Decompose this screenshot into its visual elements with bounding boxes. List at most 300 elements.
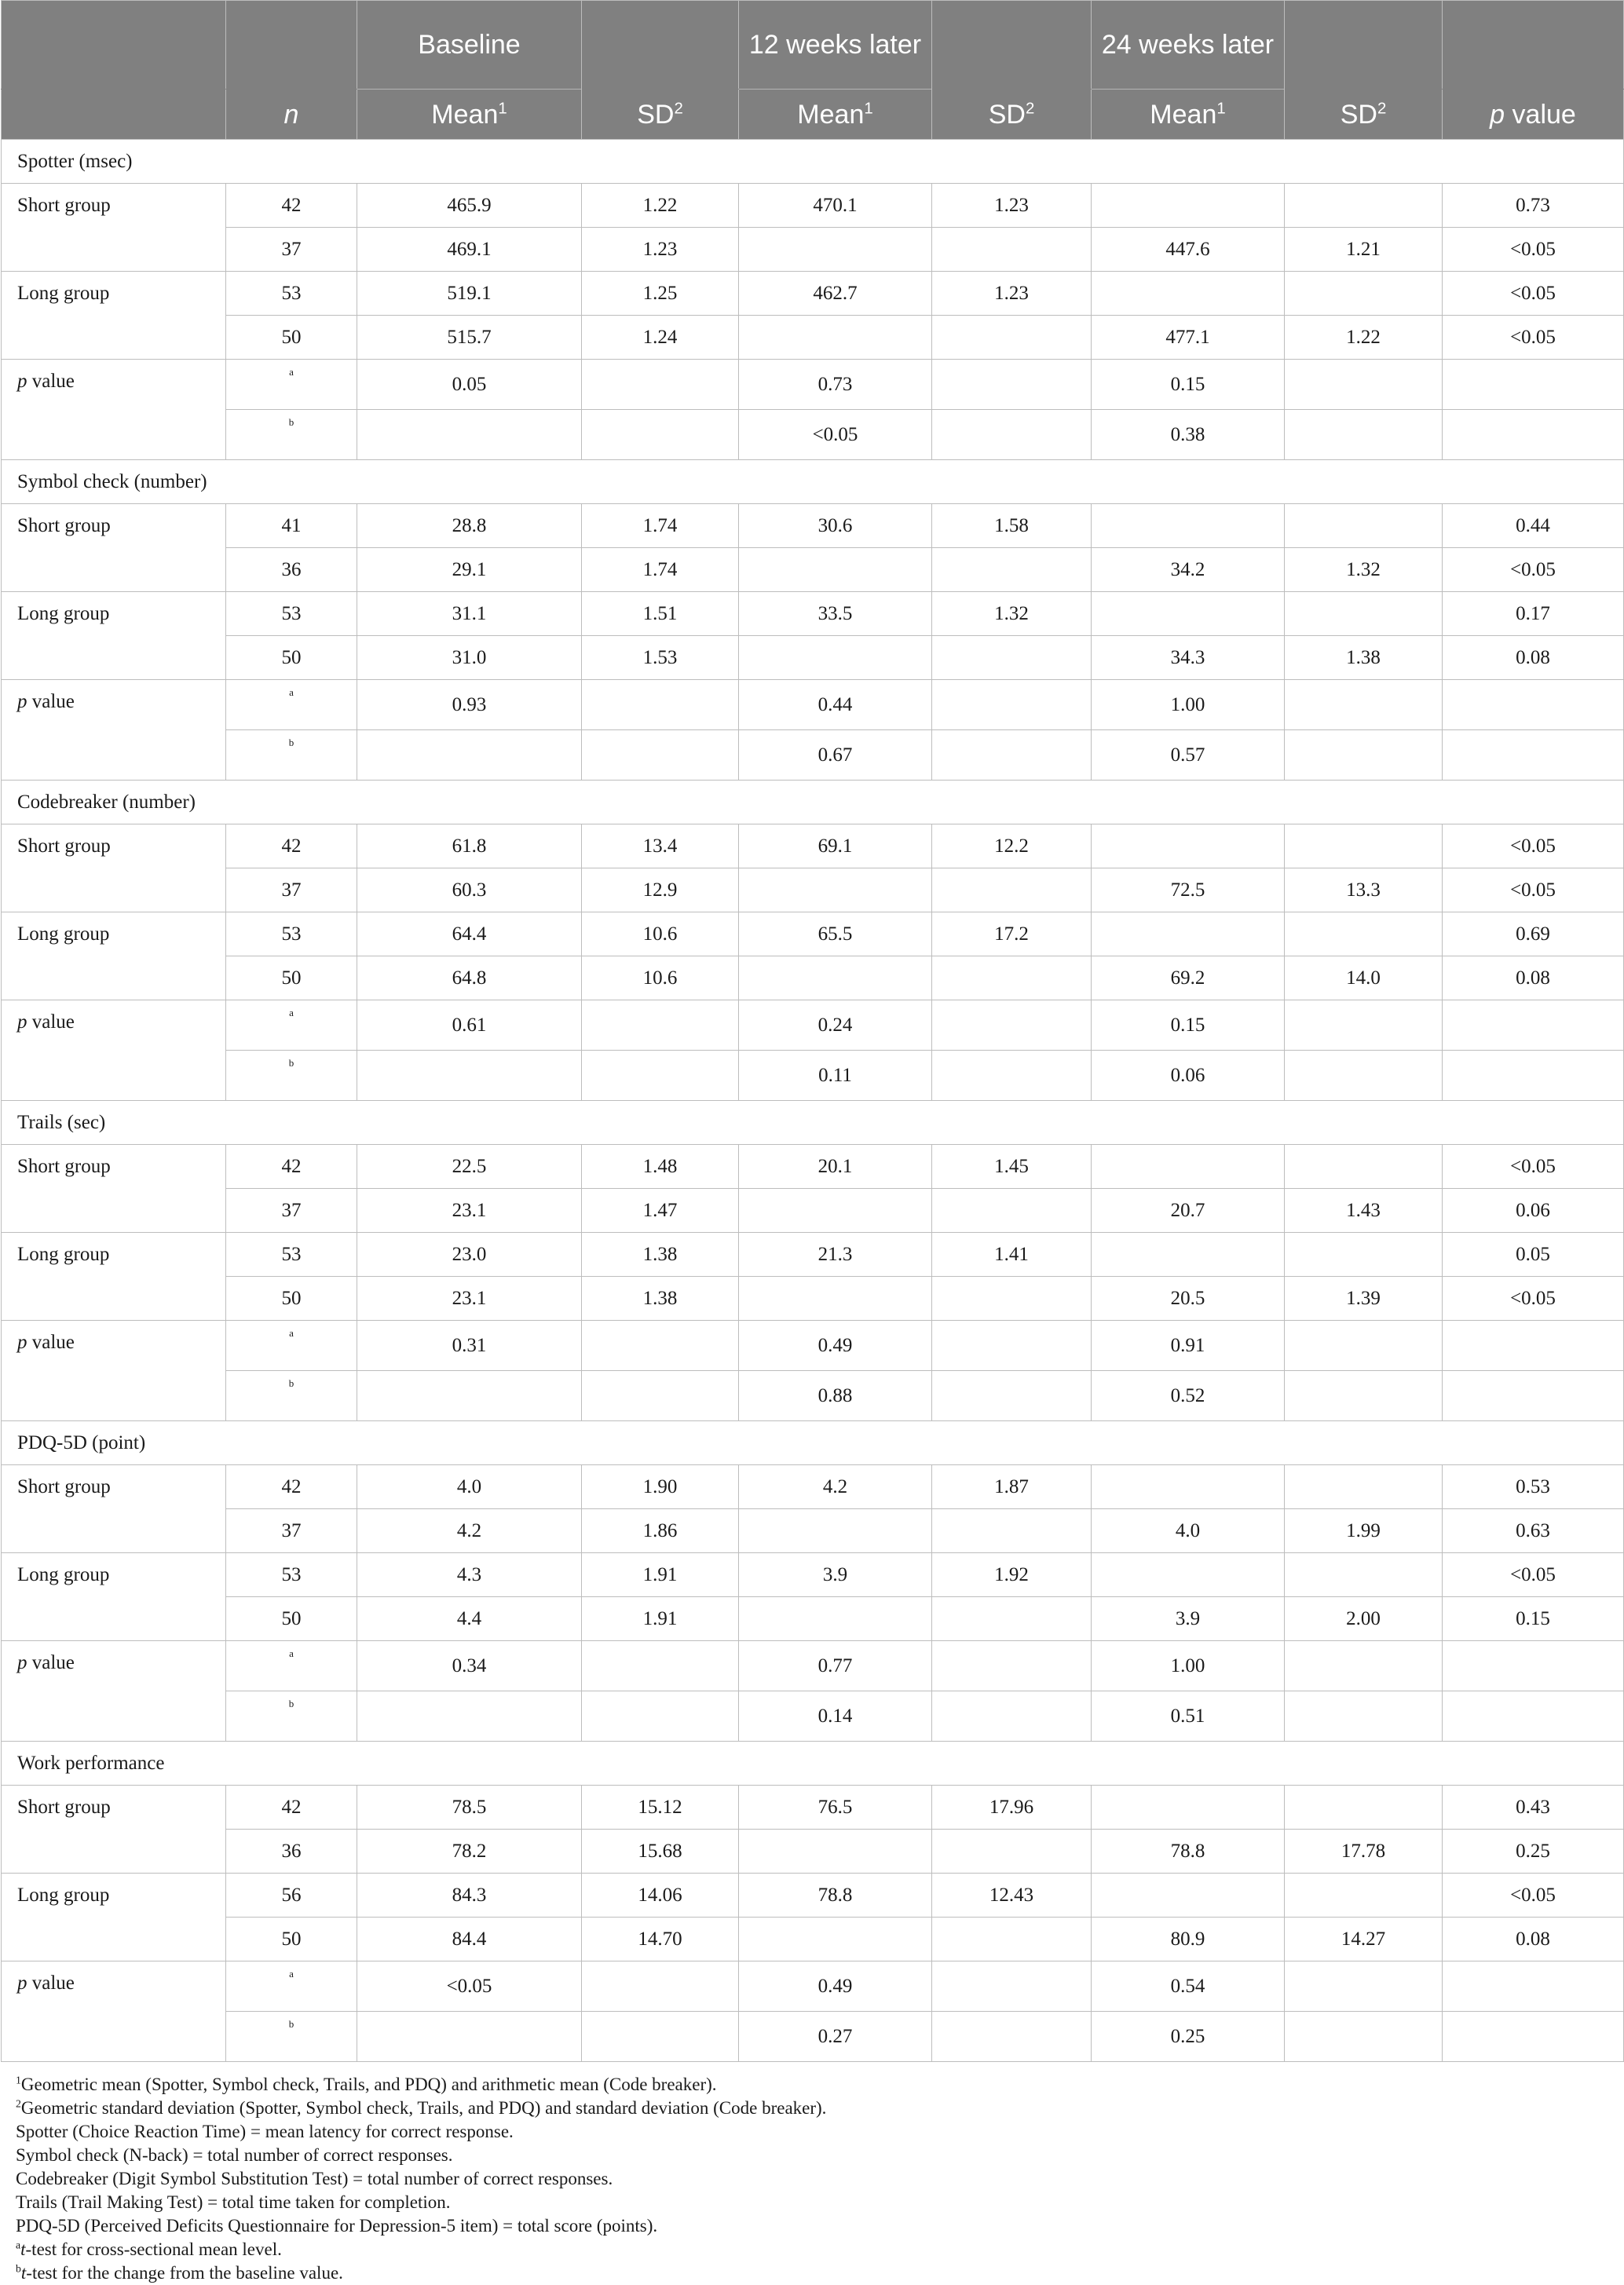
value-cell: 29.1 bbox=[357, 548, 582, 592]
n-cell: 50 bbox=[226, 1918, 357, 1961]
n-cell: 42 bbox=[226, 1786, 357, 1830]
header-blank-cell bbox=[226, 1, 357, 90]
value-cell bbox=[1443, 1961, 1624, 2012]
value-cell: 1.90 bbox=[582, 1465, 739, 1509]
section-title: Work performance bbox=[2, 1742, 1624, 1786]
value-cell: 23.0 bbox=[357, 1233, 582, 1277]
value-cell: <0.05 bbox=[357, 1961, 582, 2012]
table-row bbox=[2, 912, 1624, 956]
value-cell: 12.2 bbox=[932, 824, 1092, 868]
n-cell: 50 bbox=[226, 956, 357, 1000]
value-cell bbox=[932, 1051, 1092, 1101]
value-cell: 60.3 bbox=[357, 868, 582, 912]
value-cell: 1.38 bbox=[582, 1277, 739, 1321]
n-cell: 37 bbox=[226, 1509, 357, 1553]
p-label-italic: p bbox=[17, 1011, 27, 1033]
value-cell bbox=[1285, 1321, 1443, 1371]
value-cell bbox=[932, 1371, 1092, 1421]
footnote-text: Geometric mean (Spotter, Symbol check, Trails, and PDQ) and arithmetic mean (Code breaker). bbox=[20, 2075, 717, 2094]
value-cell: 4.2 bbox=[739, 1465, 932, 1509]
test-type-marker: a bbox=[226, 1321, 357, 1371]
value-cell bbox=[357, 2012, 582, 2062]
value-cell: 519.1 bbox=[357, 272, 582, 316]
value-cell bbox=[932, 956, 1092, 1000]
table-row bbox=[2, 868, 1624, 912]
value-cell: 0.24 bbox=[739, 1000, 932, 1051]
table-footnotes bbox=[16, 2073, 1624, 2285]
value-cell: 0.44 bbox=[1443, 504, 1624, 548]
value-cell: 1.22 bbox=[1285, 316, 1443, 360]
row-label-short-group: Short group bbox=[2, 824, 226, 912]
table-row bbox=[2, 548, 1624, 592]
footnote-marker: b bbox=[16, 2262, 21, 2275]
table-row bbox=[2, 730, 1624, 781]
value-cell bbox=[739, 1830, 932, 1874]
value-cell bbox=[739, 1189, 932, 1233]
value-cell: <0.05 bbox=[1443, 228, 1624, 272]
value-cell: 0.08 bbox=[1443, 1918, 1624, 1961]
table-row bbox=[2, 1961, 1624, 2012]
row-label-p-value bbox=[2, 1000, 226, 1101]
table-row bbox=[2, 272, 1624, 316]
value-cell: 0.73 bbox=[739, 360, 932, 410]
value-cell: 84.4 bbox=[357, 1918, 582, 1961]
footnote-text: Spotter (Choice Reaction Time) = mean latency for correct response. bbox=[16, 2122, 514, 2141]
header-blank-cell bbox=[1443, 1, 1624, 90]
table-row bbox=[2, 504, 1624, 548]
test-type-marker: a bbox=[226, 360, 357, 410]
value-cell bbox=[1285, 2012, 1443, 2062]
value-cell bbox=[932, 316, 1092, 360]
value-cell: 14.06 bbox=[582, 1874, 739, 1918]
n-cell: 41 bbox=[226, 504, 357, 548]
value-cell bbox=[582, 410, 739, 460]
test-type-marker: b bbox=[226, 2012, 357, 2062]
value-cell bbox=[357, 1371, 582, 1421]
value-cell bbox=[1285, 272, 1443, 316]
value-cell bbox=[1092, 504, 1285, 548]
value-cell: 13.3 bbox=[1285, 868, 1443, 912]
value-cell bbox=[739, 548, 932, 592]
value-cell bbox=[739, 1918, 932, 1961]
value-cell: 34.2 bbox=[1092, 548, 1285, 592]
value-cell bbox=[1443, 730, 1624, 781]
n-cell: 37 bbox=[226, 1189, 357, 1233]
value-cell: 1.58 bbox=[932, 504, 1092, 548]
row-label-p-value bbox=[2, 1961, 226, 2062]
table-row bbox=[2, 1786, 1624, 1830]
n-cell: 53 bbox=[226, 272, 357, 316]
row-label-long-group: Long group bbox=[2, 592, 226, 680]
row-label-long-group: Long group bbox=[2, 272, 226, 360]
value-cell: 4.3 bbox=[357, 1553, 582, 1597]
table-row bbox=[2, 1277, 1624, 1321]
value-cell: 447.6 bbox=[1092, 228, 1285, 272]
value-cell: 80.9 bbox=[1092, 1918, 1285, 1961]
value-cell bbox=[932, 1830, 1092, 1874]
row-label-p-value bbox=[2, 1641, 226, 1742]
value-cell bbox=[1092, 912, 1285, 956]
table-row bbox=[2, 956, 1624, 1000]
value-cell: 1.00 bbox=[1092, 1641, 1285, 1691]
value-cell bbox=[1443, 1371, 1624, 1421]
value-cell: 1.91 bbox=[582, 1597, 739, 1641]
n-cell: 50 bbox=[226, 636, 357, 680]
value-cell: 0.51 bbox=[1092, 1691, 1285, 1742]
value-cell bbox=[1285, 1961, 1443, 2012]
table-header bbox=[2, 1, 1624, 140]
value-cell: 20.5 bbox=[1092, 1277, 1285, 1321]
value-cell: 0.34 bbox=[357, 1641, 582, 1691]
value-cell: 0.49 bbox=[739, 1321, 932, 1371]
value-cell: 10.6 bbox=[582, 956, 739, 1000]
value-cell: 0.06 bbox=[1443, 1189, 1624, 1233]
value-cell: 1.43 bbox=[1285, 1189, 1443, 1233]
row-label-short-group: Short group bbox=[2, 1145, 226, 1233]
value-cell: 17.96 bbox=[932, 1786, 1092, 1830]
n-cell: 42 bbox=[226, 1145, 357, 1189]
value-cell: 1.24 bbox=[582, 316, 739, 360]
footnote bbox=[16, 2261, 1624, 2285]
value-cell bbox=[932, 548, 1092, 592]
value-cell: 34.3 bbox=[1092, 636, 1285, 680]
value-cell: 470.1 bbox=[739, 184, 932, 228]
value-cell: 0.77 bbox=[739, 1641, 932, 1691]
value-cell: 0.43 bbox=[1443, 1786, 1624, 1830]
header-baseline: Baseline bbox=[357, 1, 582, 90]
header-sd: $SD^2$ bbox=[932, 90, 1092, 140]
value-cell: 14.27 bbox=[1285, 1918, 1443, 1961]
value-cell: 0.69 bbox=[1443, 912, 1624, 956]
test-type-marker: b bbox=[226, 1051, 357, 1101]
footnote bbox=[16, 2214, 1624, 2238]
value-cell: 1.92 bbox=[932, 1553, 1092, 1597]
value-cell: 17.2 bbox=[932, 912, 1092, 956]
value-cell: 0.88 bbox=[739, 1371, 932, 1421]
value-cell: 1.99 bbox=[1285, 1509, 1443, 1553]
table-row bbox=[2, 2012, 1624, 2062]
table-row bbox=[2, 1874, 1624, 1918]
n-cell: 53 bbox=[226, 1553, 357, 1597]
row-label-p-value bbox=[2, 1321, 226, 1421]
value-cell: 4.0 bbox=[357, 1465, 582, 1509]
value-cell: 78.8 bbox=[1092, 1830, 1285, 1874]
section-title: Spotter (msec) bbox=[2, 140, 1624, 184]
value-cell: 0.14 bbox=[739, 1691, 932, 1742]
value-cell: 0.38 bbox=[1092, 410, 1285, 460]
header-blank-cell bbox=[582, 1, 739, 90]
table-row bbox=[2, 1830, 1624, 1874]
p-label-italic: p bbox=[17, 691, 27, 712]
header-mean: Mean$^1$ bbox=[357, 90, 582, 140]
p-label-word: value bbox=[27, 1011, 75, 1033]
value-cell bbox=[582, 730, 739, 781]
section-row bbox=[2, 1101, 1624, 1145]
footnote bbox=[16, 2144, 1624, 2167]
table-row bbox=[2, 1189, 1624, 1233]
results-table bbox=[1, 0, 1624, 2062]
value-cell: 1.38 bbox=[582, 1233, 739, 1277]
value-cell: 4.4 bbox=[357, 1597, 582, 1641]
footnote-text: t-test for cross-sectional mean level. bbox=[20, 2239, 282, 2259]
value-cell: <0.05 bbox=[739, 410, 932, 460]
value-cell bbox=[932, 1961, 1092, 2012]
value-cell bbox=[1092, 592, 1285, 636]
footnote-marker: 2 bbox=[16, 2097, 21, 2110]
value-cell bbox=[739, 1277, 932, 1321]
value-cell: 0.05 bbox=[357, 360, 582, 410]
value-cell: 0.11 bbox=[739, 1051, 932, 1101]
value-cell bbox=[1443, 410, 1624, 460]
value-cell bbox=[1285, 1145, 1443, 1189]
value-cell: 1.48 bbox=[582, 1145, 739, 1189]
value-cell bbox=[1285, 680, 1443, 730]
value-cell bbox=[932, 1641, 1092, 1691]
value-cell: 0.91 bbox=[1092, 1321, 1285, 1371]
footnote-marker: 1 bbox=[16, 2074, 21, 2086]
value-cell: 1.87 bbox=[932, 1465, 1092, 1509]
section-row bbox=[2, 1742, 1624, 1786]
value-cell bbox=[1285, 730, 1443, 781]
row-label-long-group: Long group bbox=[2, 1553, 226, 1641]
value-cell: 515.7 bbox=[357, 316, 582, 360]
value-cell bbox=[582, 1641, 739, 1691]
value-cell bbox=[1285, 1000, 1443, 1051]
header-sd: $SD^2$ bbox=[1285, 90, 1443, 140]
test-type-marker: b bbox=[226, 1371, 357, 1421]
value-cell: 15.12 bbox=[582, 1786, 739, 1830]
value-cell bbox=[357, 730, 582, 781]
footnote-text: t-test for the change from the baseline value. bbox=[20, 2263, 343, 2283]
value-cell bbox=[932, 2012, 1092, 2062]
value-cell: 84.3 bbox=[357, 1874, 582, 1918]
test-type-marker: b bbox=[226, 1691, 357, 1742]
value-cell: 2.00 bbox=[1285, 1597, 1443, 1641]
value-cell bbox=[582, 1961, 739, 2012]
value-cell bbox=[582, 1691, 739, 1742]
value-cell: 1.41 bbox=[932, 1233, 1092, 1277]
value-cell bbox=[1285, 1641, 1443, 1691]
value-cell: 1.91 bbox=[582, 1553, 739, 1597]
value-cell: 1.51 bbox=[582, 592, 739, 636]
value-cell bbox=[1285, 824, 1443, 868]
value-cell bbox=[932, 1597, 1092, 1641]
value-cell: 14.70 bbox=[582, 1918, 739, 1961]
value-cell: 0.49 bbox=[739, 1961, 932, 2012]
table-row bbox=[2, 592, 1624, 636]
value-cell: 69.2 bbox=[1092, 956, 1285, 1000]
value-cell: 31.0 bbox=[357, 636, 582, 680]
table-row bbox=[2, 1465, 1624, 1509]
value-cell: 15.68 bbox=[582, 1830, 739, 1874]
value-cell: 1.23 bbox=[932, 184, 1092, 228]
value-cell: 0.08 bbox=[1443, 956, 1624, 1000]
footnote-text: Symbol check (N-back) = total number of correct responses. bbox=[16, 2145, 453, 2165]
value-cell bbox=[1092, 1465, 1285, 1509]
value-cell: 0.17 bbox=[1443, 592, 1624, 636]
row-label-long-group: Long group bbox=[2, 912, 226, 1000]
value-cell: 78.8 bbox=[739, 1874, 932, 1918]
value-cell: 1.86 bbox=[582, 1509, 739, 1553]
table-row bbox=[2, 316, 1624, 360]
value-cell: 1.53 bbox=[582, 636, 739, 680]
value-cell: 0.25 bbox=[1443, 1830, 1624, 1874]
n-cell: 50 bbox=[226, 1597, 357, 1641]
value-cell: 0.93 bbox=[357, 680, 582, 730]
table-row bbox=[2, 1509, 1624, 1553]
value-cell: 0.52 bbox=[1092, 1371, 1285, 1421]
value-cell: 1.22 bbox=[582, 184, 739, 228]
value-cell bbox=[1092, 272, 1285, 316]
row-label-short-group: Short group bbox=[2, 504, 226, 592]
value-cell: 31.1 bbox=[357, 592, 582, 636]
p-label-word: value bbox=[27, 371, 75, 392]
value-cell bbox=[1285, 912, 1443, 956]
table-row bbox=[2, 1233, 1624, 1277]
value-cell bbox=[932, 730, 1092, 781]
header-24-weeks: 24 weeks later bbox=[1092, 1, 1285, 90]
value-cell: 1.25 bbox=[582, 272, 739, 316]
value-cell bbox=[932, 1509, 1092, 1553]
footnote-text: PDQ-5D (Perceived Deficits Questionnaire for Depression-5 item) = total score (points). bbox=[16, 2216, 658, 2236]
test-type-marker: b bbox=[226, 410, 357, 460]
test-type-marker: a bbox=[226, 1000, 357, 1051]
p-label-italic: p bbox=[17, 1332, 27, 1353]
value-cell: 1.74 bbox=[582, 548, 739, 592]
value-cell bbox=[582, 2012, 739, 2062]
value-cell: 76.5 bbox=[739, 1786, 932, 1830]
value-cell: 1.21 bbox=[1285, 228, 1443, 272]
value-cell: 1.23 bbox=[932, 272, 1092, 316]
footnote-text: Trails (Trail Making Test) = total time taken for completion. bbox=[16, 2192, 451, 2212]
table-row bbox=[2, 1145, 1624, 1189]
value-cell bbox=[1285, 504, 1443, 548]
value-cell: <0.05 bbox=[1443, 1145, 1624, 1189]
n-cell: 36 bbox=[226, 548, 357, 592]
header-sd: $SD^2$ bbox=[582, 90, 739, 140]
value-cell bbox=[932, 228, 1092, 272]
table-row bbox=[2, 1918, 1624, 1961]
value-cell bbox=[932, 868, 1092, 912]
table-row bbox=[2, 1691, 1624, 1742]
value-cell: 477.1 bbox=[1092, 316, 1285, 360]
value-cell: 4.0 bbox=[1092, 1509, 1285, 1553]
value-cell bbox=[582, 1000, 739, 1051]
table-row bbox=[2, 1597, 1624, 1641]
value-cell bbox=[582, 1371, 739, 1421]
value-cell: 12.43 bbox=[932, 1874, 1092, 1918]
footnote-marker: a bbox=[16, 2239, 21, 2251]
table-row bbox=[2, 1371, 1624, 1421]
value-cell: 20.1 bbox=[739, 1145, 932, 1189]
p-label-italic: p bbox=[17, 1652, 27, 1673]
n-cell: 36 bbox=[226, 1830, 357, 1874]
value-cell bbox=[739, 868, 932, 912]
value-cell bbox=[1092, 1233, 1285, 1277]
value-cell bbox=[1285, 360, 1443, 410]
value-cell bbox=[1092, 1874, 1285, 1918]
value-cell: 69.1 bbox=[739, 824, 932, 868]
test-type-marker: a bbox=[226, 1641, 357, 1691]
p-label-word: value bbox=[27, 1972, 75, 1994]
value-cell bbox=[357, 1051, 582, 1101]
value-cell: 1.32 bbox=[1285, 548, 1443, 592]
n-cell: 42 bbox=[226, 824, 357, 868]
value-cell bbox=[932, 1189, 1092, 1233]
table-row bbox=[2, 1000, 1624, 1051]
n-cell: 37 bbox=[226, 868, 357, 912]
footnote bbox=[16, 2097, 1624, 2120]
table-row bbox=[2, 360, 1624, 410]
value-cell: 1.32 bbox=[932, 592, 1092, 636]
value-cell: 14.0 bbox=[1285, 956, 1443, 1000]
value-cell bbox=[932, 636, 1092, 680]
value-cell: 3.9 bbox=[739, 1553, 932, 1597]
value-cell bbox=[932, 1918, 1092, 1961]
header-blank-cell bbox=[2, 1, 226, 90]
table-row bbox=[2, 410, 1624, 460]
value-cell: 23.1 bbox=[357, 1189, 582, 1233]
value-cell bbox=[932, 1691, 1092, 1742]
p-label-word: value bbox=[27, 1332, 75, 1353]
section-title: PDQ-5D (point) bbox=[2, 1421, 1624, 1465]
n-cell: 42 bbox=[226, 1465, 357, 1509]
section-row bbox=[2, 781, 1624, 824]
value-cell bbox=[1285, 1051, 1443, 1101]
value-cell: 3.9 bbox=[1092, 1597, 1285, 1641]
value-cell bbox=[582, 360, 739, 410]
value-cell: 23.1 bbox=[357, 1277, 582, 1321]
value-cell: 10.6 bbox=[582, 912, 739, 956]
value-cell: 0.27 bbox=[739, 2012, 932, 2062]
value-cell: 4.2 bbox=[357, 1509, 582, 1553]
value-cell: <0.05 bbox=[1443, 1874, 1624, 1918]
header-blank-cell bbox=[932, 1, 1092, 90]
value-cell: 78.2 bbox=[357, 1830, 582, 1874]
table-row bbox=[2, 1321, 1624, 1371]
test-type-marker: a bbox=[226, 680, 357, 730]
value-cell: 0.57 bbox=[1092, 730, 1285, 781]
header-mean: Mean$^1$ bbox=[739, 90, 932, 140]
value-cell: 0.67 bbox=[739, 730, 932, 781]
n-cell: 56 bbox=[226, 1874, 357, 1918]
header-p-value: p value bbox=[1443, 90, 1624, 140]
value-cell bbox=[1092, 1145, 1285, 1189]
value-cell: 0.05 bbox=[1443, 1233, 1624, 1277]
value-cell: 0.54 bbox=[1092, 1961, 1285, 2012]
value-cell: 17.78 bbox=[1285, 1830, 1443, 1874]
value-cell: 65.5 bbox=[739, 912, 932, 956]
test-type-marker: a bbox=[226, 1961, 357, 2012]
value-cell bbox=[932, 410, 1092, 460]
p-label-word: value bbox=[27, 1652, 75, 1673]
value-cell: 0.61 bbox=[357, 1000, 582, 1051]
value-cell bbox=[1443, 1000, 1624, 1051]
value-cell: 1.39 bbox=[1285, 1277, 1443, 1321]
value-cell: 0.15 bbox=[1443, 1597, 1624, 1641]
value-cell: 1.00 bbox=[1092, 680, 1285, 730]
value-cell: 1.47 bbox=[582, 1189, 739, 1233]
value-cell bbox=[582, 1051, 739, 1101]
value-cell: 1.74 bbox=[582, 504, 739, 548]
value-cell: 0.73 bbox=[1443, 184, 1624, 228]
value-cell bbox=[1285, 1371, 1443, 1421]
value-cell: 1.23 bbox=[582, 228, 739, 272]
value-cell bbox=[1285, 1786, 1443, 1830]
value-cell bbox=[1092, 184, 1285, 228]
n-cell: 53 bbox=[226, 912, 357, 956]
row-label-long-group: Long group bbox=[2, 1233, 226, 1321]
